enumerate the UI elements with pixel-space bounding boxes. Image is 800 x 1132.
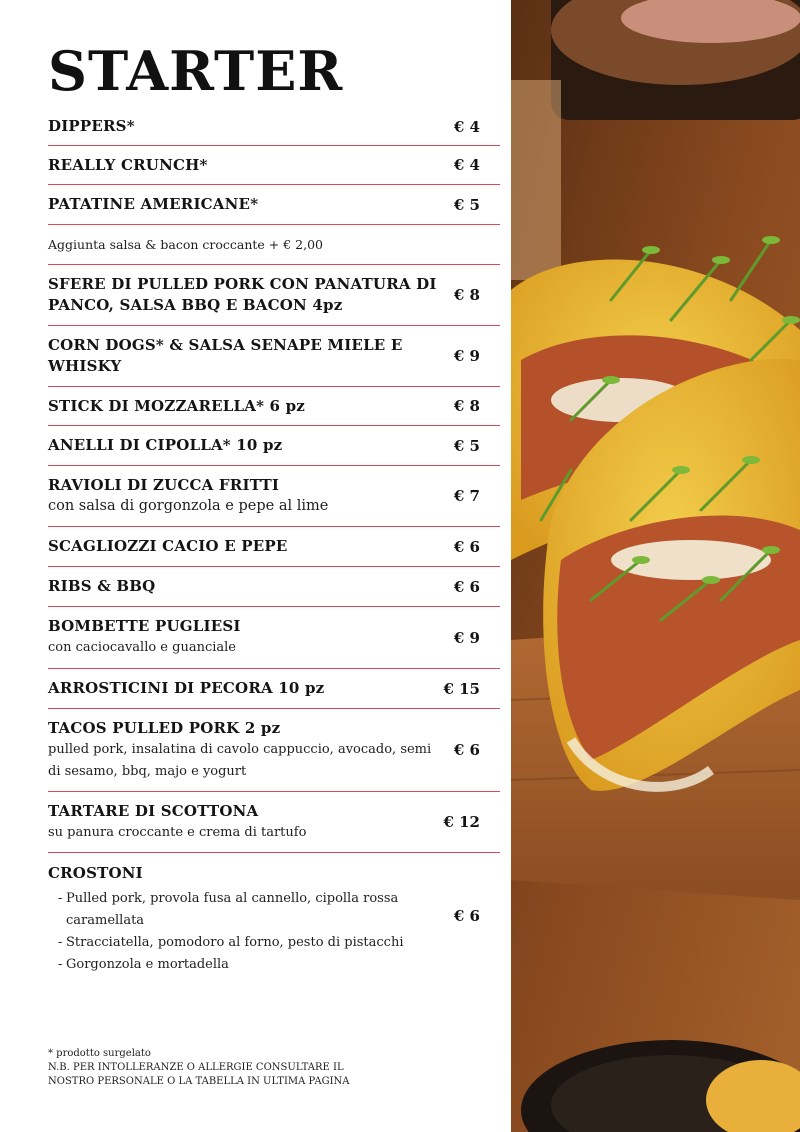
item-price: € 4 [453,156,480,174]
item-price: € 6 [453,577,480,596]
frozen-note: * prodotto surgelato [48,1048,151,1059]
item-options [48,888,443,976]
item-price: € 12 [443,813,480,831]
option-item: - Stracciatella, pomodoro al forno, pesto di pistacchi [48,932,443,954]
item-price: € 6 [453,741,480,759]
menu-item [48,265,500,326]
item-name: ARROSTICINI DI PECORA 10 pz [48,679,325,697]
item-price: € 7 [453,487,480,505]
item-price: € 15 [443,679,480,698]
menu-note-row [48,225,500,265]
item-price: € 5 [453,195,480,214]
item-description: pulled pork, insalatina di cavolo cappuccio, avocado, semi di sesamo, bbq, majo e yogurt [48,741,432,779]
item-name: PATATINE AMERICANE* [48,195,259,213]
item-name: BOMBETTE PUGLIESI [48,617,241,635]
item-name: TACOS PULLED PORK 2 pz [48,718,281,737]
item-name: RIBS & BBQ [48,577,156,595]
item-description: con caciocavallo e guanciale [48,640,236,655]
allergy-note-line2: NOSTRO PERSONALE O LA TABELLA IN ULTIMA PAGINA [48,1076,350,1087]
menu-list [48,108,500,979]
allergy-note-line1: N.B. PER INTOLLERANZE O ALLERGIE CONSULTARE IL [48,1062,344,1073]
footnote [48,1047,478,1089]
item-name: CORN DOGS* & SALSA SENAPE MIELE E WHISKY [48,336,403,375]
menu-item [48,466,500,527]
menu-item [48,669,500,709]
menu-item [48,792,500,853]
item-name: ANELLI DI CIPOLLA* 10 pz [48,436,283,454]
menu-item [48,567,500,607]
item-name: STICK DI MOZZARELLA* 6 pz [48,396,306,415]
item-name: REALLY CRUNCH* [48,155,208,174]
menu-item [48,146,500,185]
option-item: - Pulled pork, provola fusa al cannello, cipolla rossa caramellata [48,888,443,932]
item-price: € 9 [453,628,480,647]
menu-item [48,108,500,146]
menu-item [48,709,500,792]
menu-item [48,607,500,669]
menu-item [48,185,500,225]
item-price: € 5 [453,436,480,455]
item-price: € 6 [453,537,480,556]
item-price: € 4 [453,117,480,136]
item-name: SFERE DI PULLED PORK CON PANATURA DI PANCO, SALSA BBQ E BACON 4pz [48,275,437,314]
item-name: TARTARE DI SCOTTONA [48,801,259,820]
menu-item [48,326,500,387]
item-name: CROSTONI [48,864,143,882]
page-title: STARTER [48,39,344,103]
menu-item [48,387,500,426]
item-price: € 9 [453,347,480,365]
item-name: SCAGLIOZZI CACIO E PEPE [48,537,288,555]
item-name: RAVIOLI DI ZUCCA FRITTI [48,476,280,494]
item-description: su panura croccante e crema di tartufo [48,824,307,840]
item-price: € 8 [453,286,480,304]
tacos-illustration [511,0,800,1132]
item-price: € 6 [453,907,480,925]
item-note: Aggiunta salsa & bacon croccante + € 2,00 [48,237,323,252]
menu-item [48,853,500,979]
tacos-photo [511,0,800,1132]
menu-item [48,527,500,567]
menu-item [48,426,500,466]
item-name: DIPPERS* [48,117,135,135]
item-price: € 8 [453,397,480,415]
option-item: - Gorgonzola e mortadella [48,954,443,976]
item-description: con salsa di gorgonzola e pepe al lime [48,498,329,514]
